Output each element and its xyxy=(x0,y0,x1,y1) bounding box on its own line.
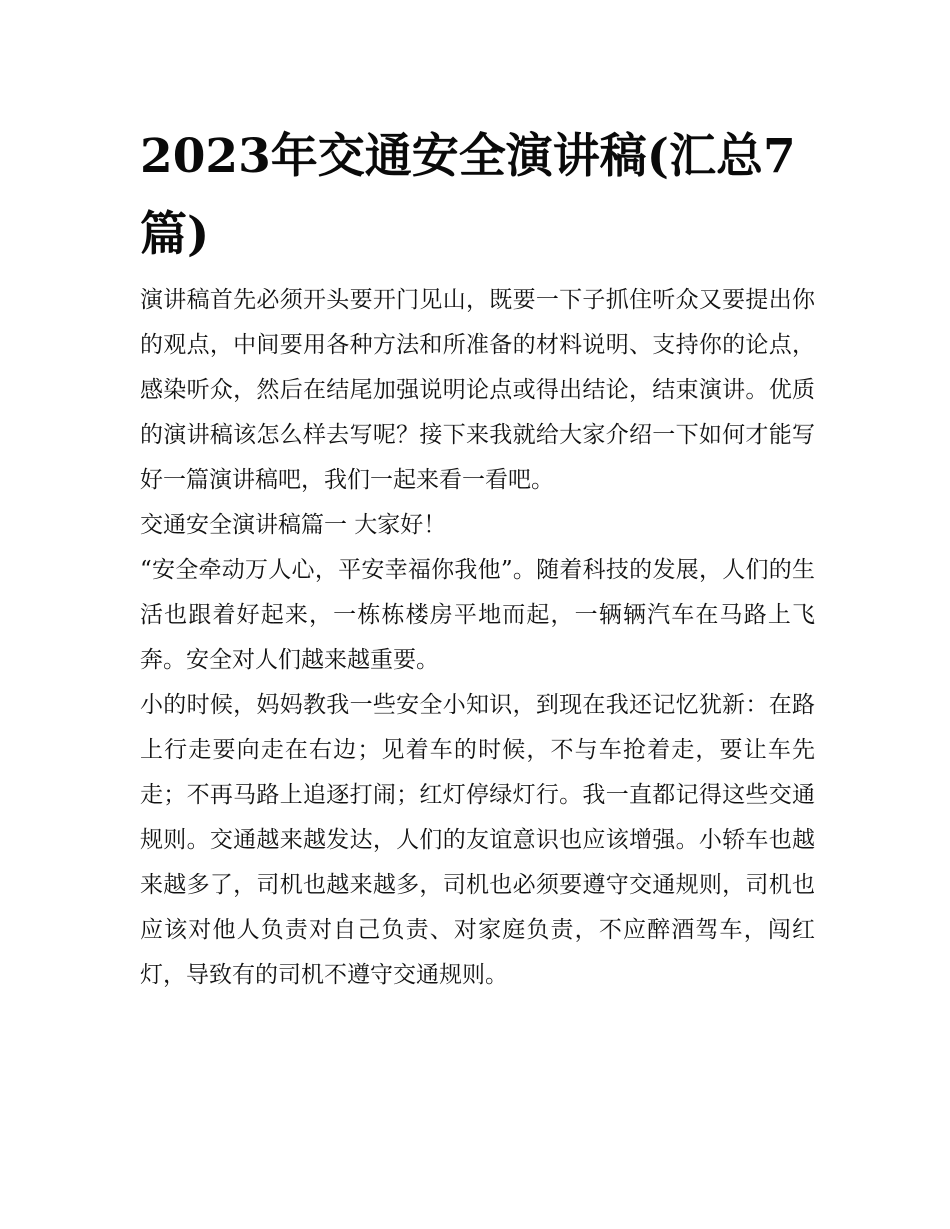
intro-paragraph: 演讲稿首先必须开头要开门见山，既要一下子抓住听众又要提出你的观点，中间要用各种方法和所准备的材料说明、支持你的论点，感染听众，然后在结尾加强说明论点或得出结论，结束演讲。优质的演讲稿该怎么样去写呢？接下来我就给大家介绍一下如何才能写好一篇演讲稿吧，我们一起来看一看吧。 xyxy=(140,287,815,493)
body-paragraph: “安全牵动万人心，平安幸福你我他”。随着科技的发展，人们的生活也跟着好起来，一栋栋楼房平地而起，一辆辆汽车在马路上飞奔。安全对人们越来越重要。 xyxy=(140,557,815,673)
section-heading-paragraph: 交通安全演讲稿篇一 大家好！ xyxy=(140,512,447,538)
body-paragraph: 小的时候，妈妈教我一些安全小知识，到现在我还记忆犹新：在路上行走要向走在右边；见着车的时候，不与车抢着走，要让车先走；不再马路上追逐打闹；红灯停绿灯行。我一直都记得这些交通规则。交通越来越发达，人们的友谊意识也应该增强。小轿车也越来越多了，司机也越来越多，司机也必须要遵守交通规则，司机也应该对他人负责对自己负责、对家庭负责，不应醉酒驾车，闯红灯，导致有的司机不遵守交通规则。 xyxy=(140,692,815,988)
page-title: 2023年交通安全演讲稿(汇总7篇) xyxy=(140,129,796,262)
document-body xyxy=(140,278,815,998)
